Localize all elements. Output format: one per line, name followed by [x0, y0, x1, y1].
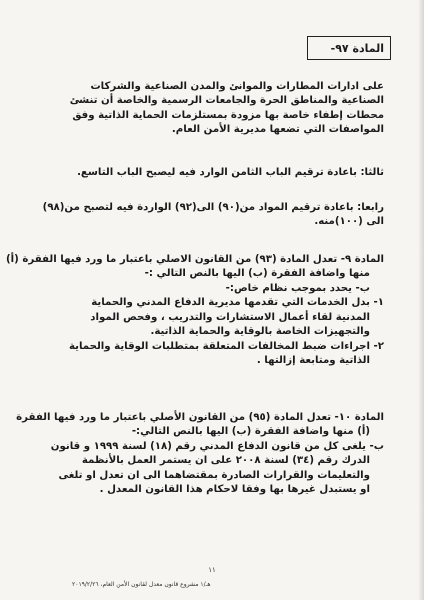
- article-10: [16, 411, 384, 498]
- article-9: [6, 253, 384, 369]
- page-number: ١١: [208, 566, 216, 574]
- text-line: رابعا: باعادة ترقيم المواد من(٩٠) الى(٩٢) الواردة فيه لتصبح من(٩٨): [42, 202, 384, 213]
- text-line: والتجهيزات الخاصة بالوقاية والحماية الذاتية.: [150, 326, 370, 338]
- text-line: ب- يلغى كل من قانون الدفاع المدني رقم (١٨) لسنة ١٩٩٩ و قانون: [50, 440, 384, 452]
- scan-edge-shadow: [418, 0, 424, 600]
- text-line: ثالثا: باعادة ترقيم الباب الثامن الوارد فيه ليصبح الباب التاسع.: [77, 167, 384, 178]
- clause-third: [34, 166, 384, 180]
- text-line: محطات إطفاء خاصة بها مزودة بمستلزمات الحماية الذاتية وفق: [72, 109, 384, 121]
- text-line: الى (١٠٠)منه.: [314, 216, 384, 228]
- text-line: او يستبدل غيرها بها وفقا لاحكام هذا القانون المعدل .: [99, 484, 370, 496]
- text-line: الصناعية والمناطق الحرة والجامعات الرسمية والخاصة أن تنشئ: [69, 95, 384, 107]
- text-line: الدرك رقم (٣٤) لسنة ٢٠٠٨ على ان يستمر العمل بالأنظمة: [81, 455, 370, 467]
- text-line: المدنية لقاء أعمال الاستشارات والتدريب ، وفحص المواد: [90, 311, 370, 323]
- text-line: والتعليمات والقرارات الصادرة بمقتضاهما الى ان تعدل او تلغى: [58, 469, 370, 481]
- clause-fourth: [34, 201, 384, 230]
- text-line: ١- بدل الخدمات التي تقدمها مديرية الدفاع المدني والحماية: [91, 297, 384, 309]
- text-line: المادة ١٠- تعدل المادة (٩٥) من القانون الأصلي باعتبار ما ورد فيها الفقرة: [16, 412, 384, 423]
- text-line: المادة ٩- تعدل المادة (٩٣) من القانون الاصلي باعتبار ما ورد فيها الفقرة (أ): [6, 254, 384, 265]
- article-97-text: [34, 80, 384, 138]
- text-line: (أ) منها واضافة الفقرة (ب) اليها بالنص التالي:-: [131, 426, 370, 438]
- text-line: منها واضافة الفقرة (ب) اليها بالنص التالي :-: [144, 268, 370, 280]
- text-line: ب- يحدد بموجب نظام خاص:-: [225, 282, 370, 294]
- text-line: ٢- اجراءات ضبط المخالفات المتعلقة بمتطلبات الوقاية والحماية: [68, 340, 384, 352]
- text-line: المواصفات التي تضعها مديرية الأمن العام.: [171, 124, 384, 136]
- text-line: الذاتية ومتابعة إزالتها .: [256, 355, 370, 367]
- article-97-heading: المادة ٩٧-: [307, 36, 391, 60]
- footer-file-reference: هـ/١ مشروع قانون معدل لقانون الأمن العام، ٢٠١٩/٢/٢٦: [72, 581, 211, 588]
- text-line: على ادارات المطارات والموانئ والمدن الصناعية والشركات: [90, 81, 384, 92]
